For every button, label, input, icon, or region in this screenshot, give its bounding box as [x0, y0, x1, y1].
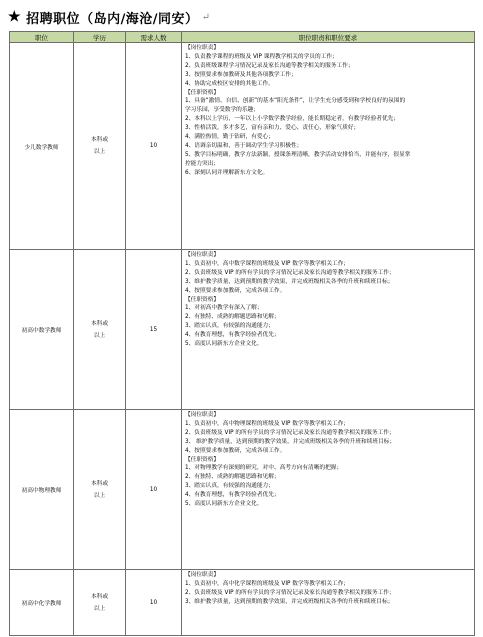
section-title-text: 招聘职位（岛内/海沧/同安） [26, 11, 199, 27]
requirement-line: 4、满腔热情，勤于钻研，有爱心； [185, 134, 274, 141]
table-row [10, 250, 475, 410]
requirement-line: 1、负责教学课程的班级及 VIP 课程教学相关的学员的工作； [185, 53, 338, 60]
education-line: 以上 [93, 605, 106, 612]
requirement-line: 3、踏实认真，有较强的沟通能力； [185, 323, 274, 330]
requirements-cell [182, 43, 475, 250]
requirement-line: 4、有教育理想，有教学经验者优先； [185, 332, 280, 339]
education-cell [74, 410, 126, 570]
header-count: 需求人数 [126, 32, 182, 43]
requirement-line: 1、负责初中，高中物理课程的班级及 VIP 数学等教学相关工作； [185, 420, 350, 427]
requirement-line: 4、按照要求参加教研，完成各项工作。 [185, 447, 286, 454]
requirement-line: 【岗位职责】 [185, 572, 220, 578]
requirement-line: 2、有独特、成熟的解题思路和见解； [185, 314, 280, 321]
requirement-line: 1、对初高中教学有深入了解； [185, 305, 263, 312]
requirement-line: 2、负责班级及 VIP 的所有学员的学习情况记录及家长沟通等教学相关的服务工作； [185, 269, 395, 276]
requirement-line: 3、踏实认真，有较强的沟通能力； [185, 483, 274, 490]
header-education: 学历 [74, 32, 126, 43]
requirement-line: 3、性格活泼，多才多艺，富有亲和力、爱心、责任心，形象气质好； [185, 125, 360, 132]
requirement-line: 2、负责班级课程学习情况记录及家长沟通等教学相关的服务工作； [185, 62, 354, 69]
requirement-line: 2、负责班级及 VIP 的所有学员的学习情况记录及家长沟通等教学相关的服务工作； [185, 429, 395, 436]
table-row [10, 570, 475, 636]
requirement-line: 【岗位职责】 [185, 45, 220, 51]
education-cell [74, 570, 126, 636]
education-line: 本科或 [90, 320, 109, 327]
section-title [8, 6, 210, 28]
education-line: 以上 [93, 332, 106, 339]
requirement-line: 5、高度认同新东方企业文化。 [185, 501, 263, 508]
requirements-cell [182, 570, 475, 636]
star-icon: ★ [8, 9, 22, 25]
requirement-line: 3、维护教学质量，达到预期的教学效果，并完成班级相关各季的升班和续班目标； [185, 278, 394, 285]
requirement-line: 6、深刻认同并理解新东方文化。 [185, 169, 269, 176]
requirement-line: 4、按照要求参加教研，完成各项工作。 [185, 287, 286, 294]
requirement-line: 5、高度认同新东方企业文化。 [185, 341, 263, 348]
requirement-line: 5、教学目标明确，教学方法新颖，授课条理清晰，教学活动安排恰当，并能有序，很显掌 [185, 151, 411, 158]
table-row [10, 410, 475, 570]
education-line: 本科或 [90, 593, 109, 600]
requirement-line: 4、语调亲切温和，善于调动学生学习积极性； [185, 142, 303, 149]
header-position: 职位 [10, 32, 74, 43]
education-line: 以上 [93, 492, 106, 499]
requirement-line: 1、具备“激情、自信、创新”的基本“阳光条件”，让学生充分感受到和学校良好的氛围的 [185, 98, 406, 105]
requirement-line: 2、有独特、成熟的解题思路和见解； [185, 474, 280, 481]
requirement-line: 1、负责初中，高中数学课程的班级及 VIP 数学等教学相关工作； [185, 260, 350, 267]
position-cell: 初高中物理教师 [10, 410, 74, 570]
position-cell: 少儿数学教师 [10, 43, 74, 250]
requirement-line: 3、维护教学质量，达到预期的教学效果，并完成班级相关各季的升班和续班目标； [185, 598, 394, 605]
table-row [10, 43, 475, 250]
requirement-line: 4、协助完成校区安排的其他工作。 [185, 80, 274, 87]
education-cell [74, 43, 126, 250]
education-cell [74, 250, 126, 410]
requirement-line: 【任职资格】 [185, 89, 220, 96]
education-line: 本科或 [90, 480, 109, 487]
requirements-cell [182, 250, 475, 410]
requirement-line: 4、有教育理想，有教学经验者优先； [185, 492, 280, 499]
count-cell: 15 [126, 250, 182, 410]
count-cell: 10 [126, 43, 182, 250]
requirement-line: 1、负责初中，高中化学课程的班级及 VIP 数学等教学相关工作； [185, 580, 350, 587]
position-cell: 初高中数学教师 [10, 250, 74, 410]
requirement-line: 【任职资格】 [185, 456, 220, 463]
requirement-line: 3、 维护教学质量，达到预期的教学效果，并完成班级相关各季的升班和续班目标； [185, 438, 396, 445]
header-requirements: 职位职责和职位要求 [182, 32, 475, 43]
requirements-cell [182, 410, 475, 570]
education-line: 本科或 [90, 137, 109, 143]
position-cell: 初高中化学教师 [10, 570, 74, 636]
requirement-line: 【岗位职责】 [185, 412, 220, 418]
count-cell: 10 [126, 410, 182, 570]
requirement-line: 【岗位职责】 [185, 252, 220, 258]
job-table [9, 31, 475, 636]
education-line: 以上 [93, 149, 106, 155]
table-header-row [10, 32, 475, 43]
requirement-line: 2、本科以上学历，一年以上小学数学教学经验，能长期稳定者，有教学经验者优先； [185, 116, 400, 123]
requirement-line: 学习乐园，享受数学的乐趣； [185, 107, 259, 114]
requirement-line: 2、负责班级及 VIP 的所有学员的学习情况记录及家长沟通等教学相关的服务工作； [185, 589, 395, 596]
requirement-line: 1、对物理教学有深刻的研究，对中、高考方向有清晰的把握； [185, 465, 343, 472]
count-cell: 10 [126, 570, 182, 636]
requirement-line: 控能力突出； [185, 160, 220, 167]
paragraph-mark: ↵ [201, 11, 211, 23]
requirement-line: 3、按照要求参加教研及其他各项教学工作； [185, 71, 297, 78]
requirement-line: 【任职资格】 [185, 296, 220, 303]
